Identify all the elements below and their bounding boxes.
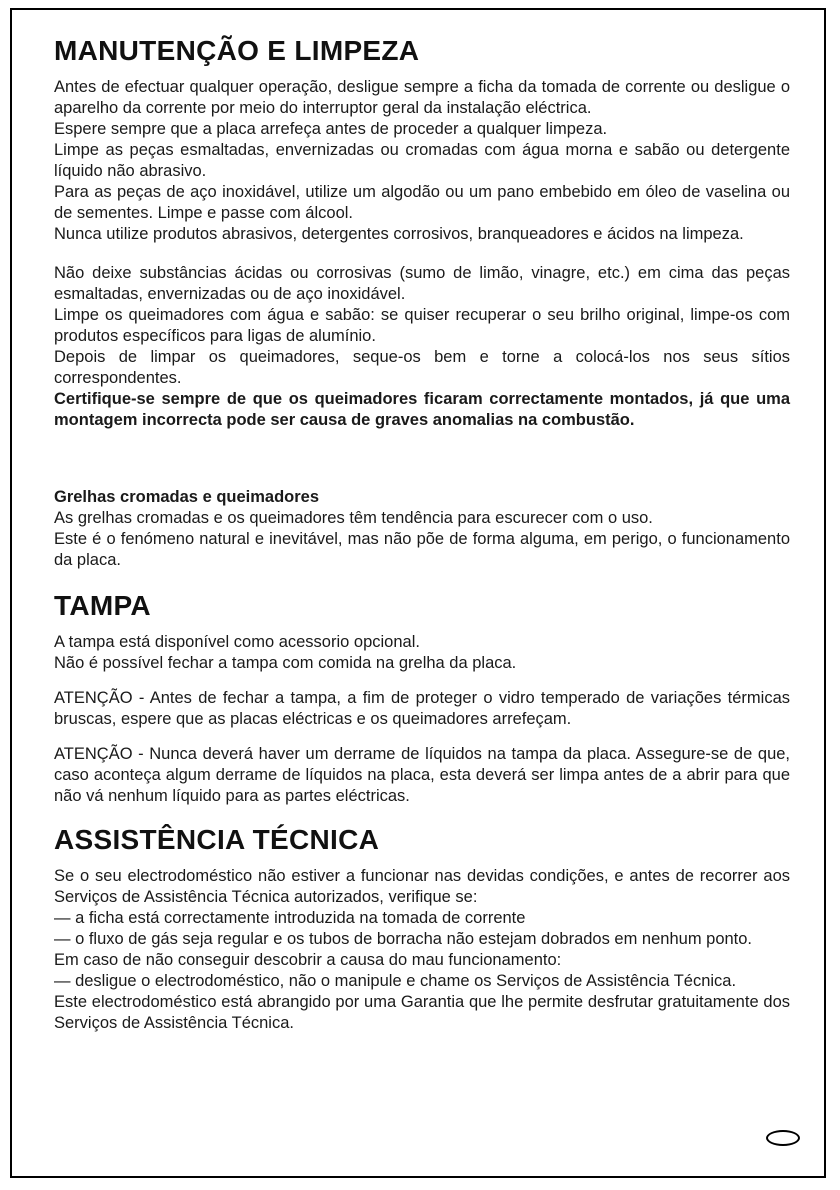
maintenance-block-2 [54,263,790,431]
paragraph-bold-warning: Certifique-se sempre de que os queimadores ficaram correctamente montados, já que uma montagem incorrecta pode ser causa de graves anomalias na combustão. [54,390,790,429]
paragraph-warning: ATENÇÃO - Nunca deverá haver um derrame de líquidos na tampa da placa. Assegure-se de que, caso aconteça algum derrame de líquidos na placa, esta deverá ser limpa antes de a abrir para que não vá nenhum líquido para as partes eléctricas. [54,745,790,805]
paragraph: As grelhas cromadas e os queimadores têm tendência para escurecer com o uso. [54,509,653,527]
section-assistencia-tecnica [54,825,790,1034]
section-tampa [54,591,790,807]
paragraph: Limpe os queimadores com água e sabão: se quiser recuperar o seu brilho original, limpe-os com produtos específicos para ligas de alumínio. [54,306,790,345]
list-item: — a ficha está correctamente introduzida na tomada de corrente [54,909,526,927]
paragraph: Depois de limpar os queimadores, seque-os bem e torne a colocá-los nos seus sítios correspondentes. [54,348,790,387]
subsection-grelhas-cromadas [54,487,790,571]
assistencia-block [54,866,790,1034]
section-heading-tampa: TAMPA [54,590,151,621]
paragraph: Antes de efectuar qualquer operação, desligue sempre a ficha da tomada de corrente ou desligue o aparelho da corrente por meio do interruptor geral da instalação eléctrica. [54,78,790,117]
paragraph: Espere sempre que a placa arrefeça antes de proceder a qualquer limpeza. [54,120,608,138]
subsection-heading-grelhas: Grelhas cromadas e queimadores [54,488,320,506]
list-item: — o fluxo de gás seja regular e os tubos de borracha não estejam dobrados em nenhum ponto. [54,930,753,948]
tampa-warning-2 [54,744,790,807]
paragraph: Não deixe substâncias ácidas ou corrosivas (sumo de limão, vinagre, etc.) em cima das peças esmaltadas, envernizadas ou de aço inoxidável. [54,264,790,303]
maintenance-block-1 [54,77,790,245]
section-manutencao-e-limpeza [54,36,790,571]
paragraph: Limpe as peças esmaltadas, envernizadas ou cromadas com água morna e sabão ou detergente líquido não abrasivo. [54,141,790,180]
paragraph: A tampa está disponível como acessorio opcional. [54,633,420,651]
page-content [54,36,790,1034]
paragraph: Se o seu electrodoméstico não estiver a funcionar nas devidas condições, e antes de recorrer aos Serviços de Assistência Técnica autorizados, verifique se: [54,867,790,906]
tampa-warning-1 [54,688,790,730]
page-number-oval [766,1130,800,1146]
paragraph: Nunca utilize produtos abrasivos, detergentes corrosivos, branqueadores e ácidos na limpeza. [54,225,744,243]
tampa-block-1 [54,632,790,674]
paragraph-warning: ATENÇÃO - Antes de fechar a tampa, a fim de proteger o vidro temperado de variações térmicas bruscas, espere que as placas eléctricas e os queimadores arrefeçam. [54,689,790,728]
section-heading-manutencao: MANUTENÇÃO E LIMPEZA [54,35,420,66]
list-item: — desligue o electrodoméstico, não o manipule e chame os Serviços de Assistência Técnica. [54,972,737,990]
paragraph: Este é o fenómeno natural e inevitável, mas não põe de forma alguma, em perigo, o funcionamento da placa. [54,530,790,569]
paragraph: Em caso de não conseguir descobrir a causa do mau funcionamento: [54,951,562,969]
section-heading-assistencia: ASSISTÊNCIA TÉCNICA [54,824,380,855]
paragraph: Para as peças de aço inoxidável, utilize um algodão ou um pano embebido em óleo de vaselina ou de sementes. Limpe e passe com álcool. [54,183,790,222]
paragraph: Não é possível fechar a tampa com comida na grelha da placa. [54,654,517,672]
paragraph: Este electrodoméstico está abrangido por uma Garantia que lhe permite desfrutar gratuitamente dos Serviços de Assistência Técnica. [54,993,790,1032]
